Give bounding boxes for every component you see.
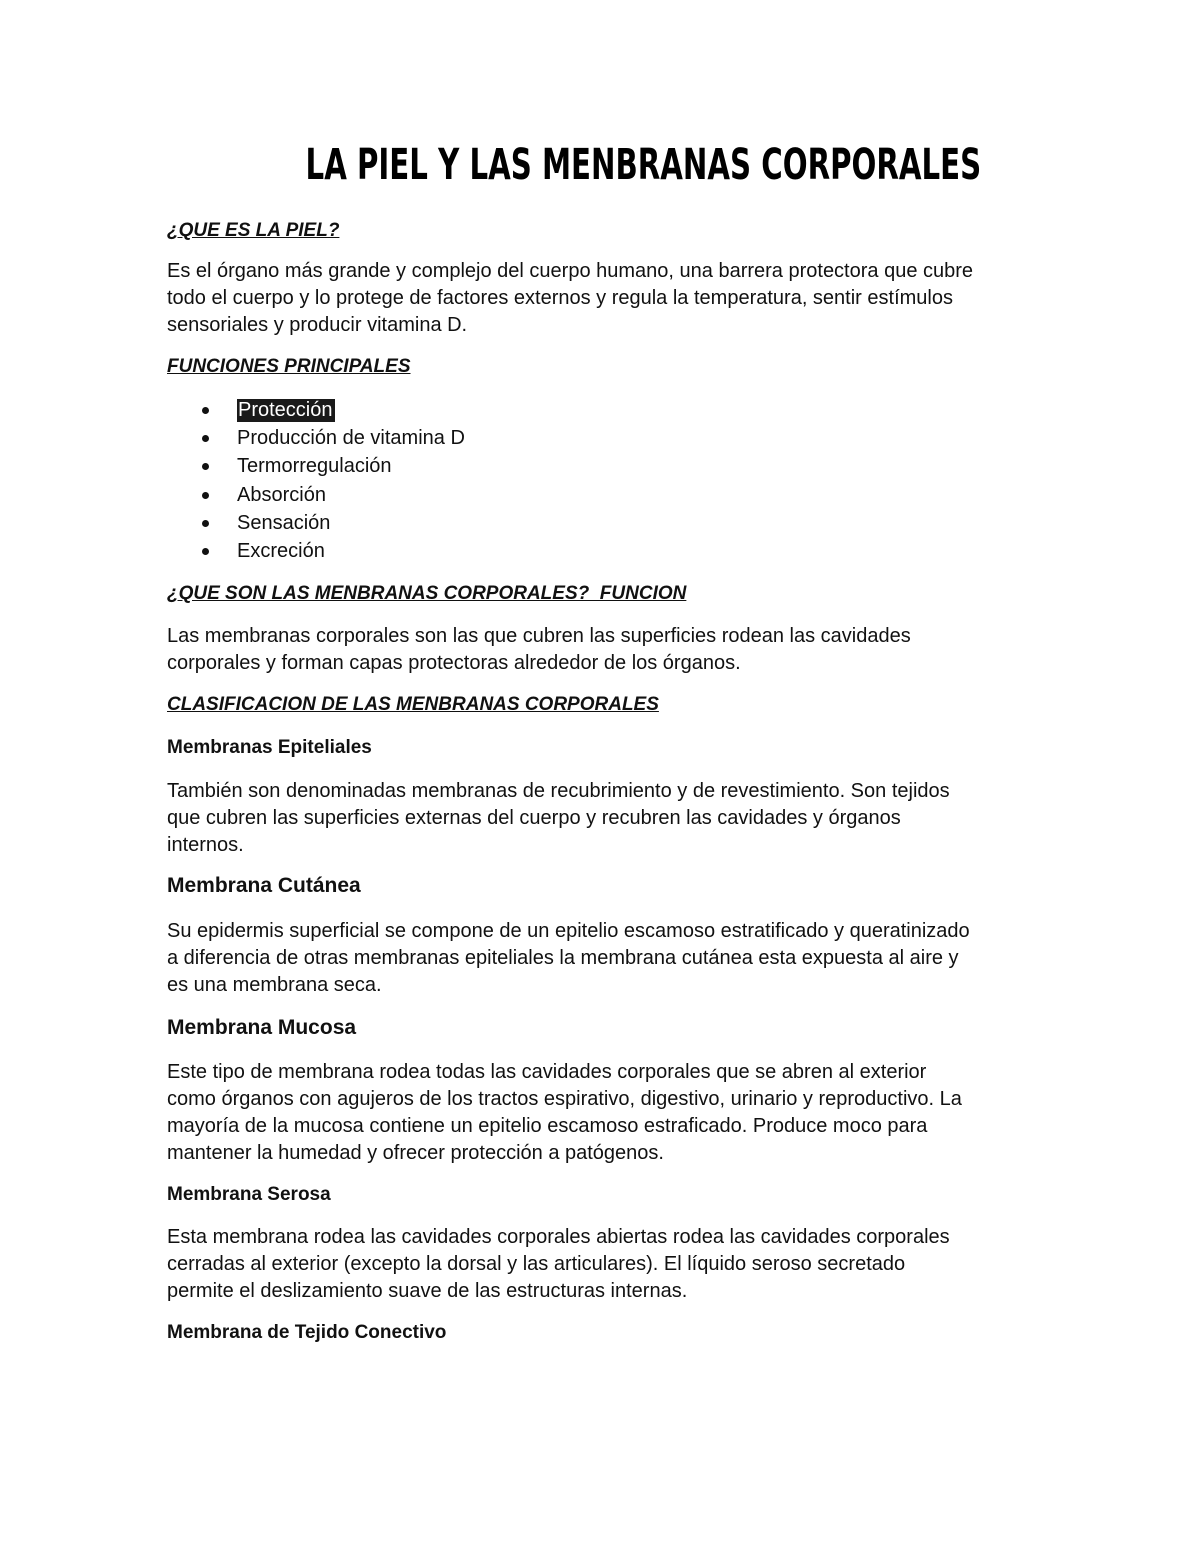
bullet-icon <box>202 520 209 527</box>
list-item <box>167 396 1047 424</box>
list-item-label: Sensación <box>237 511 331 534</box>
bullet-icon <box>202 435 209 442</box>
paragraph-serosa <box>167 1224 1047 1305</box>
section-heading-piel: ¿QUE ES LA PIEL? <box>167 220 340 241</box>
paragraph-piel <box>167 258 1047 339</box>
paragraph-line: internos. <box>167 834 244 856</box>
paragraph-line: mantener la humedad y ofrecer protección a patógenos. <box>167 1142 664 1164</box>
paragraph-line: También son denominadas membranas de recubrimiento y de revestimiento. Son tejidos <box>167 780 950 802</box>
section-heading-membranas: ¿QUE SON LAS MENBRANAS CORPORALES? FUNCION <box>167 583 687 604</box>
list-item-label: Termorregulación <box>237 455 392 478</box>
section-heading-clasificacion: CLASIFICACION DE LAS MENBRANAS CORPORALES <box>167 694 659 715</box>
paragraph-epiteliales <box>167 778 1047 859</box>
paragraph-line: Su epidermis superficial se compone de un epitelio escamoso estratificado y queratinizado <box>167 920 970 942</box>
list-item <box>167 424 1047 452</box>
list-item <box>167 481 1047 509</box>
paragraph-line: a diferencia de otras membranas epiteliales la membrana cutánea esta expuesta al aire y <box>167 947 959 969</box>
subheading-serosa: Membrana Serosa <box>167 1184 331 1205</box>
list-item-label-selected[interactable]: Protección <box>238 399 333 421</box>
paragraph-cutanea <box>167 918 1047 999</box>
section-heading-funciones: FUNCIONES PRINCIPALES <box>167 356 411 377</box>
list-item <box>167 452 1047 480</box>
paragraph-line: cerradas al exterior (excepto la dorsal y las articulares). El líquido seroso secretado <box>167 1253 906 1275</box>
paragraph-line: todo el cuerpo y lo protege de factores externos y regula la temperatura, sentir estímulos <box>167 287 953 309</box>
list-item-label: Producción de vitamina D <box>237 427 465 450</box>
paragraph-mucosa <box>167 1059 1047 1167</box>
paragraph-line: Es el órgano más grande y complejo del cuerpo humano, una barrera protectora que cubre <box>167 260 974 282</box>
subheading-conectivo: Membrana de Tejido Conectivo <box>167 1322 447 1343</box>
paragraph-line: como órganos con agujeros de los tractos espirativo, digestivo, urinario y reproductivo. La <box>167 1088 962 1110</box>
bullet-icon <box>202 548 209 555</box>
paragraph-line: que cubren las superficies externas del cuerpo y recubren las cavidades y órganos <box>167 807 901 829</box>
subheading-epiteliales: Membranas Epiteliales <box>167 737 372 758</box>
paragraph-line: es una membrana seca. <box>167 974 382 996</box>
subheading-mucosa: Membrana Mucosa <box>167 1016 357 1039</box>
document-title: LA PIEL Y LAS MENBRANAS CORPORALES <box>305 140 982 190</box>
bullet-icon <box>202 492 209 499</box>
paragraph-line: sensoriales y producir vitamina D. <box>167 314 468 336</box>
bullet-icon <box>202 463 209 470</box>
paragraph-line: Este tipo de membrana rodea todas las cavidades corporales que se abren al exterior <box>167 1061 927 1083</box>
paragraph-membranas <box>167 623 1047 677</box>
list-item-label: Excreción <box>237 539 325 562</box>
paragraph-line: corporales y forman capas protectoras alrededor de los órganos. <box>167 652 741 674</box>
paragraph-line: mayoría de la mucosa contiene un epitelio escamoso estraficado. Produce moco para <box>167 1115 928 1137</box>
paragraph-line: permite el deslizamiento suave de las estructuras internas. <box>167 1280 688 1302</box>
bullet-icon <box>202 407 209 414</box>
list-item <box>167 509 1047 537</box>
paragraph-line: Esta membrana rodea las cavidades corporales abiertas rodea las cavidades corporales <box>167 1226 950 1248</box>
subheading-cutanea: Membrana Cutánea <box>167 874 361 897</box>
functions-list <box>167 396 1047 565</box>
list-item-label: Absorción <box>237 483 326 506</box>
list-item <box>167 537 1047 565</box>
paragraph-line: Las membranas corporales son las que cubren las superficies rodean las cavidades <box>167 625 911 647</box>
